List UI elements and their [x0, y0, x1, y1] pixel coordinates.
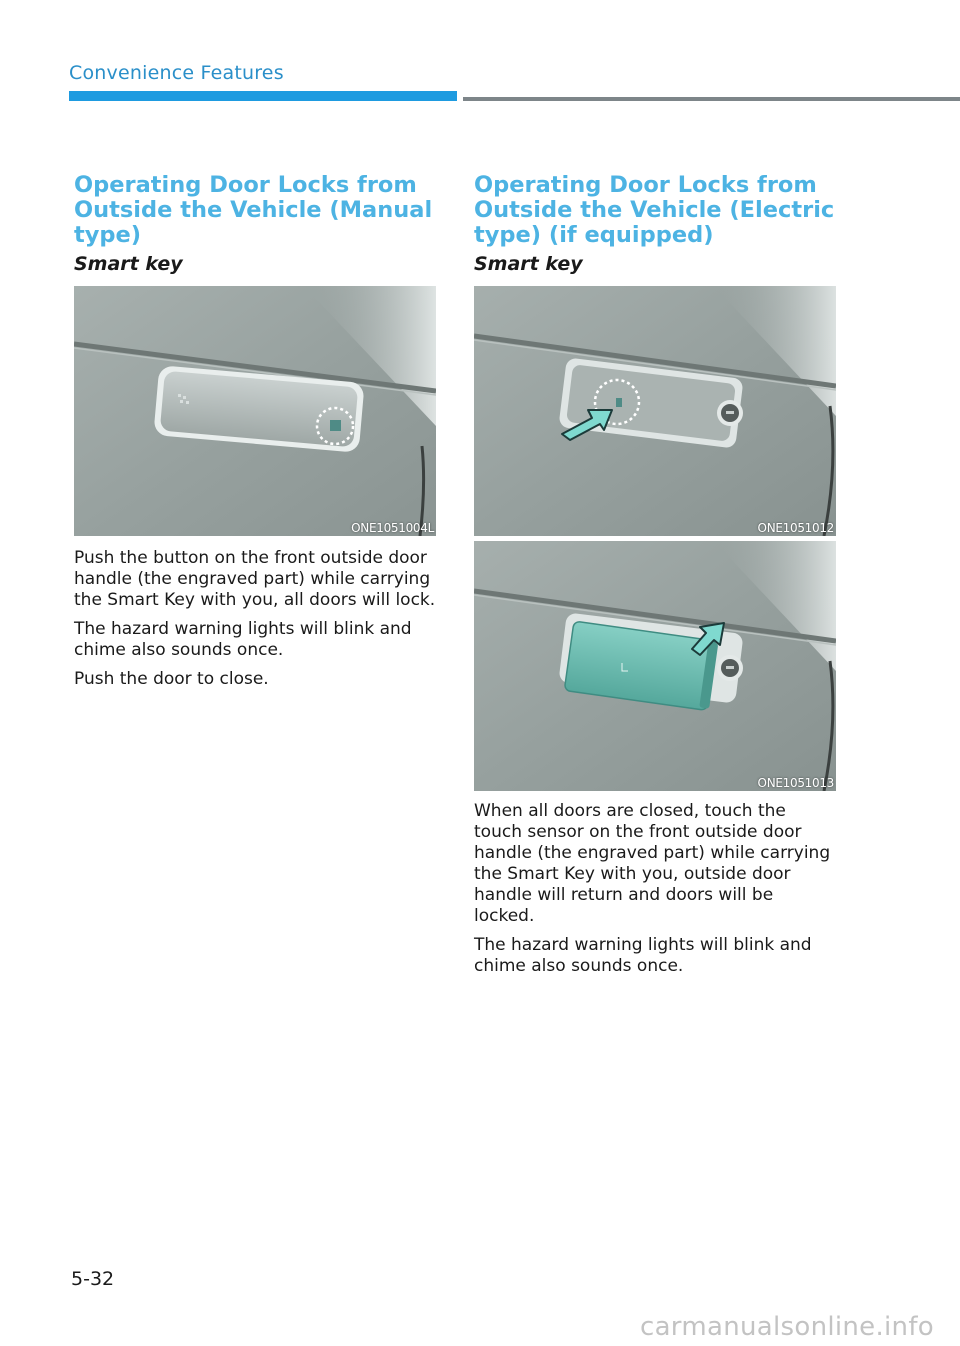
- electric-handle-return-illustration: [474, 541, 836, 791]
- figure-electric-handle-return: [474, 541, 836, 791]
- watermark: carmanualsonline.info: [639, 1312, 934, 1342]
- figure-code: ONE1051004L: [351, 521, 434, 535]
- figure-manual-door-handle: [74, 286, 436, 536]
- paragraph: The hazard warning lights will blink and chime also sounds once.: [74, 619, 412, 660]
- section-title-manual: Operating Door Locks from Outside the Vehicle (Manual type): [74, 172, 433, 248]
- lock-button-icon: [330, 420, 341, 431]
- header-section-title: Convenience Features: [69, 62, 284, 84]
- paragraph: Push the button on the front outside door handle (the engraved part) while carrying the Smart Key with you, all doors will lock.: [74, 548, 436, 610]
- touch-sensor-icon: [616, 398, 622, 407]
- paragraph: When all doors are closed, touch the touch sensor on the front outside door handle (the engraved part) while carrying the Smart Key with you, outside door handle will return and doors will be locked.: [474, 801, 831, 926]
- header-rule: [463, 97, 960, 101]
- paragraph: Push the door to close.: [74, 669, 269, 689]
- figure-code: ONE1051012: [757, 521, 834, 535]
- figure-electric-handle-touch: [474, 286, 836, 536]
- section-title-electric: Operating Door Locks from Outside the Vehicle (Electric type) (if equipped): [474, 172, 835, 248]
- figure-code: ONE1051013: [757, 776, 834, 790]
- body-text-electric: [474, 801, 836, 977]
- subtitle-smart-key-electric: Smart key: [474, 253, 583, 275]
- section-manual-type: [74, 173, 436, 690]
- header-accent-bar: [69, 91, 457, 101]
- door-handle-illustration: [74, 286, 436, 536]
- subtitle-smart-key-manual: Smart key: [74, 253, 183, 275]
- electric-handle-illustration: [474, 286, 836, 536]
- body-text-manual: [74, 548, 436, 690]
- page-number: 5-32: [71, 1268, 115, 1290]
- paragraph: The hazard warning lights will blink and chime also sounds once.: [474, 935, 812, 976]
- section-electric-type: [474, 173, 836, 977]
